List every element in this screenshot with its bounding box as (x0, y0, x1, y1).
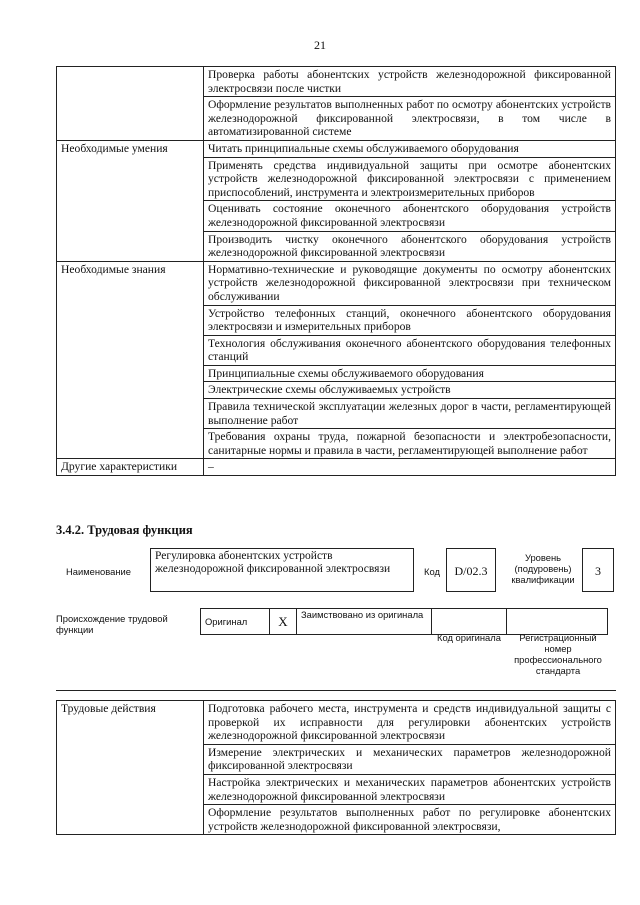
row-item-text: Подготовка рабочего места, инструмента и средств индивидуальной защиты с проверкой их исправности для регулировки абонентских устройств железнодорожной фиксированной электросвязи (208, 702, 611, 743)
borrowed-label: Заимствовано из оригинала (297, 609, 432, 635)
row-item-text: Принципиальные схемы обслуживаемого оборудования (208, 366, 484, 380)
labor-actions-table (56, 700, 616, 835)
row-item (204, 429, 616, 459)
code-original-caption: Код оригинала (437, 632, 501, 643)
row-item-text: Технология обслуживания оконечного абонентского оборудования телефонных станций (208, 336, 611, 364)
row-item-text: Правила технической эксплуатации железных дорог в части, регламентирующей выполнение работ (208, 400, 611, 427)
row-item (204, 231, 616, 261)
table-row (57, 701, 616, 745)
level-label: Уровень (подуровень) квалификации (511, 552, 575, 585)
row-item-text: Оформление результатов выполненных работ по регулировке абонентских устройств железнодорожной фиксированной электросвязи, (208, 806, 611, 833)
row-item (204, 67, 616, 97)
row-item (204, 744, 616, 774)
row-item (204, 140, 616, 157)
row-item (204, 97, 616, 141)
row-label: Трудовые действия (57, 701, 204, 835)
row-item-text: Настройка электрических и механических параметров абонентских устройств железнодорожной фиксированной электросвязи (208, 775, 611, 803)
row-label: Необходимые умения (57, 140, 204, 261)
row-item-text: Электрические схемы обслуживаемых устройств (208, 383, 451, 397)
page-number: 21 (314, 38, 326, 52)
code-label: Код (424, 566, 440, 577)
original-mark: X (270, 609, 297, 635)
row-item (204, 157, 616, 201)
table-row (57, 67, 616, 97)
row-item (204, 805, 616, 835)
row-item (204, 399, 616, 429)
row-item-text: Проверка работы абонентских устройств железнодорожной фиксированной электросвязи после чистки (208, 68, 611, 95)
registration-number-cell (507, 609, 608, 635)
row-item-text: – (208, 460, 214, 474)
row-item (204, 774, 616, 804)
row-item (204, 701, 616, 745)
origin-table (200, 608, 608, 635)
row-item-text: Оценивать состояние оконечного абонентского оборудования устройств железнодорожной фиксированной электросвязи (208, 202, 611, 229)
name-label: Наименование (66, 566, 131, 577)
row-item-text: Измерение электрических и механических параметров железнодорожной фиксированной электросвязи (208, 745, 611, 773)
row-item (204, 261, 616, 305)
row-item-text: Производить чистку оконечного абонентского оборудования устройств железнодорожной фиксированной электросвязи (208, 232, 611, 260)
table-row (57, 261, 616, 305)
row-item (204, 335, 616, 365)
table-row (57, 459, 616, 476)
origin-label: Происхождение трудовой функции (56, 613, 168, 635)
original-code-cell (432, 609, 507, 635)
level-box: 3 (582, 548, 614, 592)
row-label (57, 67, 204, 141)
row-item-text: Нормативно-технические и руководящие документы по осмотру абонентских устройств железнодорожной фиксированной электросвязи при техническом обслуживании (208, 262, 611, 303)
row-item (204, 201, 616, 231)
function-code-box: D/02.3 (446, 548, 496, 592)
row-label: Другие характеристики (57, 459, 204, 476)
table-row (57, 140, 616, 157)
section-heading: 3.4.2. Трудовая функция (56, 523, 193, 537)
row-item (204, 365, 616, 382)
row-item (204, 305, 616, 335)
row-item-text: Читать принципиальные схемы обслуживаемого оборудования (208, 141, 519, 155)
row-item (204, 382, 616, 399)
row-item-text: Применять средства индивидуальной защиты при осмотре абонентских устройств железнодорожной фиксированной электросвязи с применением приспособлений, инструмента и электроизмерительных приборов (208, 158, 611, 199)
section-divider (56, 690, 616, 691)
row-item (204, 459, 616, 476)
registration-caption: Регистрационный номер профессионального стандарта (514, 632, 602, 676)
row-item-text: Требования охраны труда, пожарной безопасности и электробезопасности, санитарные нормы и правила в части, регламентирующей выполнение работ (208, 430, 611, 457)
function-name-box: Регулировка абонентских устройств железнодорожной фиксированной электросвязи (150, 548, 414, 592)
original-label: Оригинал (201, 609, 270, 635)
row-label: Необходимые знания (57, 261, 204, 459)
row-item-text: Устройство телефонных станций, оконечного абонентского оборудования электросвязи и измерительных приборов (208, 306, 611, 334)
row-item-text: Оформление результатов выполненных работ по осмотру абонентских устройств железнодорожной фиксированной электросвязи, в том числе в автоматизированной системе (208, 98, 611, 139)
skills-knowledge-table (56, 66, 616, 476)
